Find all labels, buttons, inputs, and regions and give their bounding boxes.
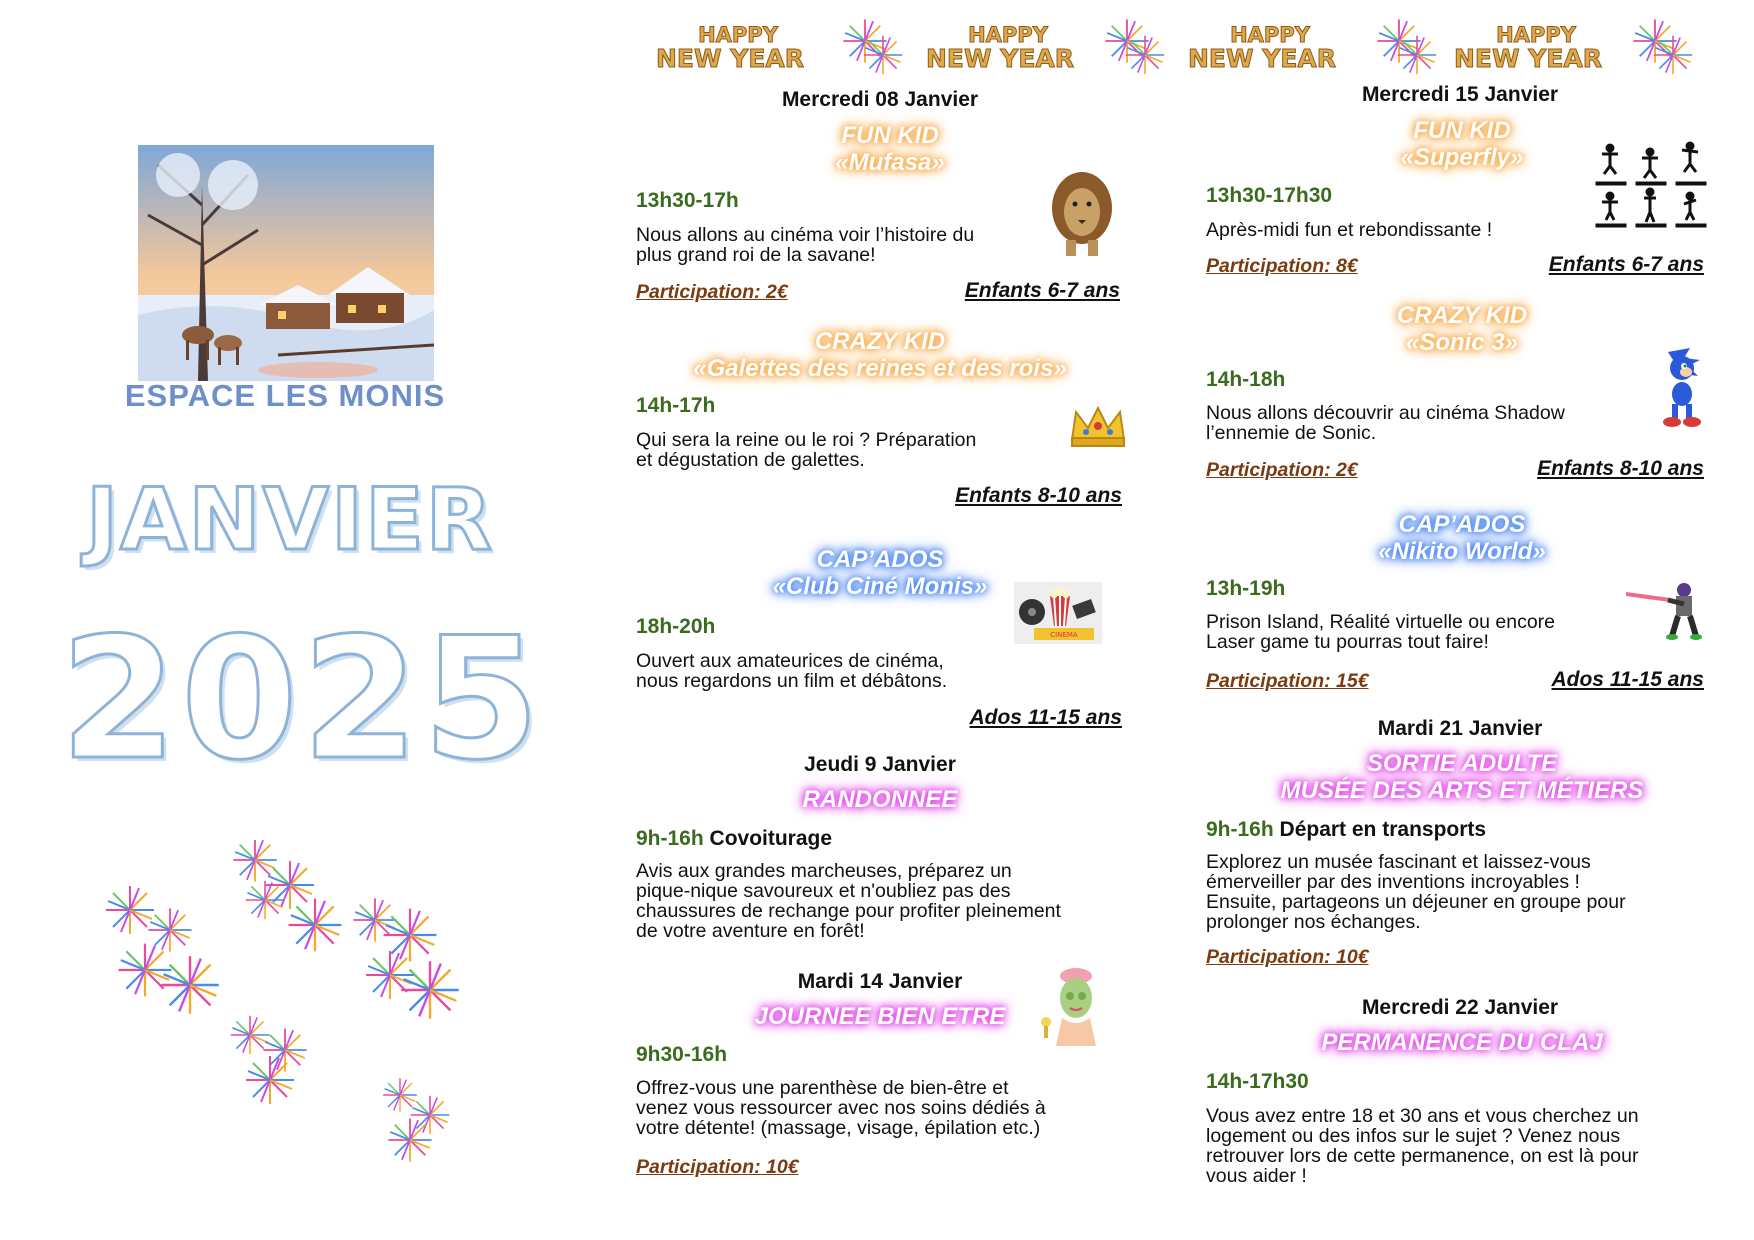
event-description: Nous allons découvrir au cinéma Shadow l’ennemie de Sonic. xyxy=(1206,402,1565,444)
event-description: Offrez-vous une parenthèse de bien-être et venez vous ressourcer avec nos soins dédiés à votre détente! (massage, visage, épilation etc.) xyxy=(636,1077,1046,1139)
participation-price: Participation: 10€ xyxy=(1206,946,1369,968)
event-description: Explorez un musée fascinant et laissez-vous émerveiller par des inventions incroyables ! Ensuite, partageons un déjeuner en groupe pour prolonger nos échanges. xyxy=(1206,851,1626,933)
month-title: JANVIER xyxy=(85,470,495,570)
cinema-icon xyxy=(1014,582,1102,644)
snowy-village-with-deer-image xyxy=(138,145,434,381)
firework-icon xyxy=(1100,16,1170,78)
event-title: CRAZY KID «Galettes des reines et des rois» xyxy=(693,328,1067,382)
event-time: 13h-19h xyxy=(1206,577,1286,600)
event-time: 9h-16h Covoiturage xyxy=(636,827,833,850)
firework-icon xyxy=(838,16,908,78)
event-time: 14h-17h30 xyxy=(1206,1070,1309,1093)
event-title: SORTIE ADULTE MUSÉE DES ARTS ET MÉTIERS xyxy=(1280,750,1644,804)
event-date: Mardi 21 Janvier xyxy=(1377,717,1543,740)
event-time: 9h-16h Départ en transports xyxy=(1206,818,1487,841)
age-group: Enfants 6-7 ans xyxy=(1548,253,1704,276)
event-title: RANDONNEE xyxy=(802,786,958,813)
laser-game-icon xyxy=(1626,580,1706,640)
participation-price: Participation: 2€ xyxy=(636,281,788,303)
event-description: Après-midi fun et rebondissante ! xyxy=(1206,219,1493,241)
event-title: PERMANENCE DU CLAJ xyxy=(1321,1029,1603,1056)
fireworks-decoration-icon xyxy=(70,840,490,1170)
event-time: 13h30-17h xyxy=(636,189,739,212)
participation-price: Participation: 15€ xyxy=(1206,670,1369,692)
event-description: Nous allons au cinéma voir l’histoire du plus grand roi de la savane! xyxy=(636,224,975,266)
age-group: Ados 11-15 ans xyxy=(969,706,1122,729)
event-time: 9h30-16h xyxy=(636,1043,728,1066)
event-date: Mercredi 08 Janvier xyxy=(781,88,979,111)
sonic-icon xyxy=(1660,344,1706,428)
event-title: CRAZY KID «Sonic 3» xyxy=(1396,302,1528,356)
event-time: 18h-20h xyxy=(636,615,716,638)
event-title: JOURNEE BIEN ETRE xyxy=(754,1003,1006,1030)
event-title: CAP’ADOS «Club Ciné Monis» xyxy=(772,546,988,600)
participation-price: Participation: 2€ xyxy=(1206,459,1358,481)
event-date: Mardi 14 Janvier xyxy=(797,970,963,993)
event-time: 14h-17h xyxy=(636,394,716,417)
event-date: Mercredi 22 Janvier xyxy=(1361,996,1559,1019)
event-time: 14h-18h xyxy=(1206,368,1286,391)
event-description: Ouvert aux amateurices de cinéma, nous regardons un film et débâtons. xyxy=(636,650,948,692)
lion-icon xyxy=(1048,168,1116,258)
event-description: Qui sera la reine ou le roi ? Préparation et dégustation de galettes. xyxy=(636,429,977,471)
happy-new-year-banner: HAPPY NEW YEAR xyxy=(1187,23,1337,74)
age-group: Enfants 6-7 ans xyxy=(964,279,1120,302)
event-time: 13h30-17h30 xyxy=(1206,184,1333,207)
event-date: Jeudi 9 Janvier xyxy=(804,753,956,776)
participation-price: Participation: 10€ xyxy=(636,1156,799,1178)
firework-icon xyxy=(1372,16,1442,78)
event-title: FUN KID «Superfly» xyxy=(1400,117,1524,171)
age-group: Enfants 8-10 ans xyxy=(1537,457,1704,480)
trampoline-icon xyxy=(1592,140,1708,230)
event-title: CAP’ADOS «Nikito World» xyxy=(1378,511,1546,565)
age-group: Ados 11-15 ans xyxy=(1551,668,1704,691)
happy-new-year-banner: HAPPY NEW YEAR xyxy=(655,23,805,74)
crown-icon xyxy=(1068,402,1128,450)
year-title: 2025 xyxy=(60,601,544,797)
participation-price: Participation: 8€ xyxy=(1206,255,1358,277)
event-description: Avis aux grandes marcheuses, préparez un pique-nique savoureux et n'oubliez pas des chaussures de rechange pour profiter pleinement de votre aventure en forêt! xyxy=(636,860,1061,942)
happy-new-year-banner: HAPPY NEW YEAR xyxy=(1453,23,1603,74)
face-mask-icon xyxy=(1036,966,1106,1046)
event-title: FUN KID «Mufasa» xyxy=(835,122,945,176)
event-description: Vous avez entre 18 et 30 ans et vous cherchez un logement ou des infos sur le sujet ? Venez nous retrouver lors de cette permanence, on est là pour vous aider ! xyxy=(1206,1105,1639,1187)
svg-text:CINEMA: CINEMA xyxy=(1050,631,1078,639)
org-name: ESPACE LES MONIS xyxy=(124,378,446,413)
age-group: Enfants 8-10 ans xyxy=(955,484,1122,507)
event-date: Mercredi 15 Janvier xyxy=(1361,83,1559,106)
happy-new-year-banner: HAPPY NEW YEAR xyxy=(925,23,1075,74)
event-description: Prison Island, Réalité virtuelle ou encore Laser game tu pourras tout faire! xyxy=(1206,611,1556,653)
firework-icon xyxy=(1628,16,1698,78)
